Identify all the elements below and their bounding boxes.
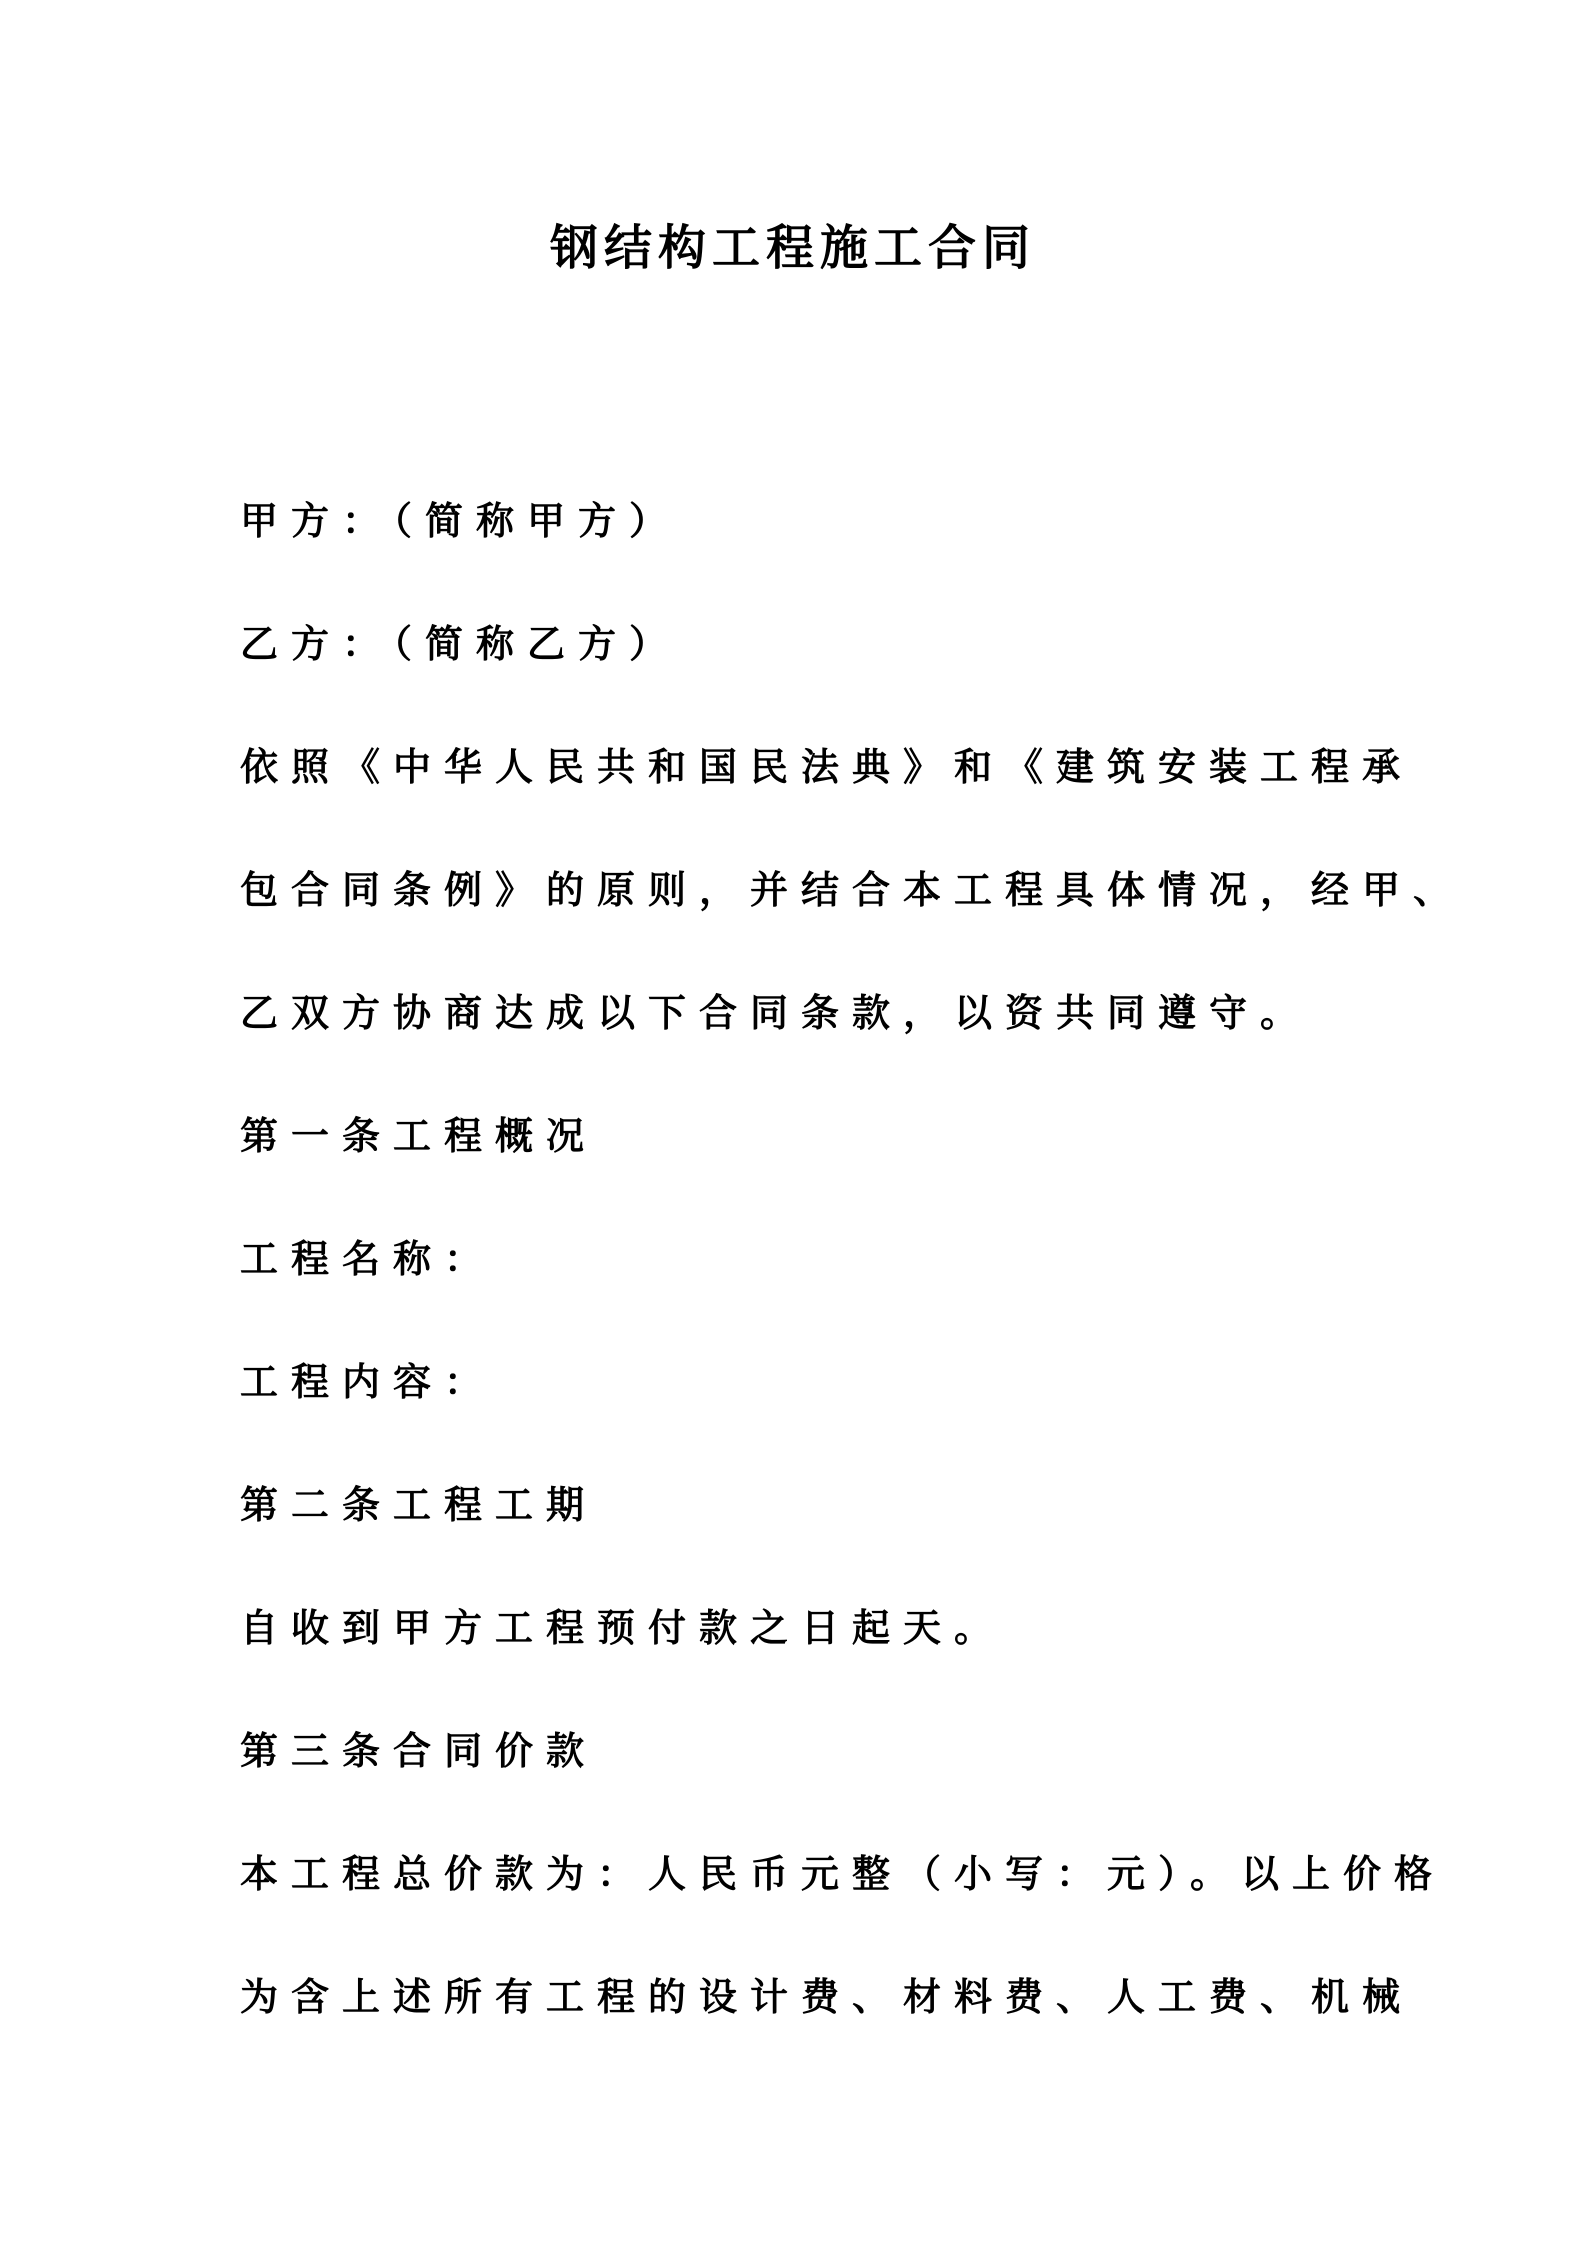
text-line: 乙双方协商达成以下合同条款，以资共同遵守。 — [240, 991, 1312, 1035]
text-line: 工程内容： — [240, 1360, 496, 1404]
text-line: 依照《中华人民共和国民法典》和《建筑安装工程承 — [240, 745, 1414, 789]
text-line: 乙方：（简称乙方） — [240, 622, 681, 666]
text-line: 甲方：（简称甲方） — [240, 499, 681, 543]
text-line: 本工程总价款为：人民币元整（小写：元）。以上价格 — [240, 1852, 1446, 1896]
document-body — [240, 460, 1465, 2059]
text-line: 包合同条例》的原则，并结合本工程具体情况，经甲、 — [240, 868, 1465, 912]
text-line: 自收到甲方工程预付款之日起天。 — [240, 1606, 1006, 1650]
text-line: 工程名称： — [240, 1237, 496, 1281]
section-heading: 第二条工程工期 — [240, 1483, 598, 1527]
document-title: 钢结构工程施工合同 — [549, 220, 1036, 276]
section-heading: 第三条合同价款 — [240, 1729, 598, 1773]
section-heading: 第一条工程概况 — [240, 1114, 598, 1158]
text-line: 为含上述所有工程的设计费、材料费、人工费、机械 — [240, 1975, 1414, 2019]
